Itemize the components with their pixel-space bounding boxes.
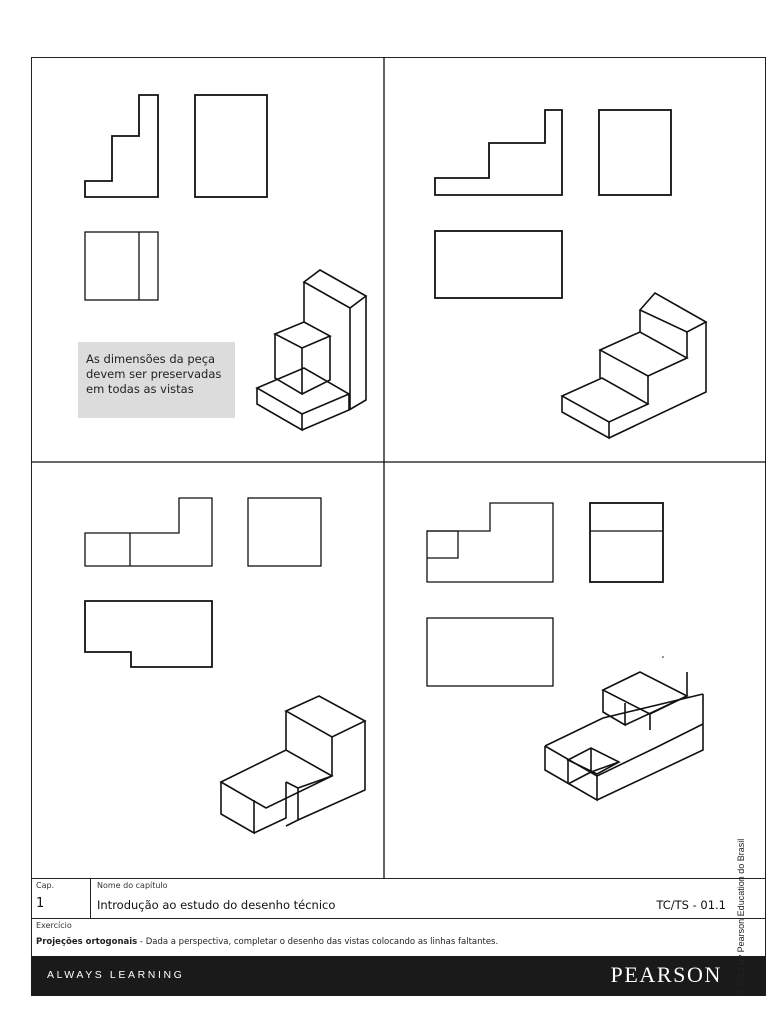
footer-tagline: ALWAYS LEARNING (47, 969, 185, 981)
ex3-side-view (248, 498, 321, 566)
ex4-top-view (427, 618, 553, 686)
ex4-side-view (590, 503, 663, 582)
exercise-4-views (427, 503, 664, 686)
exercise-title: Projeções ortogonais (36, 937, 138, 947)
ex4-front-view-notch (427, 531, 458, 558)
title-block-divider (31, 918, 766, 919)
ex1-side-view (195, 95, 267, 197)
title-block (31, 878, 766, 956)
note-line-1: As dimensões da peça (86, 352, 216, 366)
ex4-front-view (427, 503, 553, 582)
brand-logo: PEARSON (610, 962, 722, 987)
ex1-top-view (85, 232, 158, 300)
footer-bar (31, 956, 766, 996)
ex3-top-view (85, 601, 212, 667)
exercise-description (36, 937, 498, 947)
dimensions-note (78, 342, 235, 418)
copyright-notice: © 2012 by Pearson Education do Brasil (736, 838, 746, 996)
exercise-2-views (435, 110, 671, 298)
ex2-side-view (599, 110, 671, 195)
exercise-3-perspective (221, 696, 365, 833)
sheet-code: TC/TS - 01.1 (656, 898, 726, 912)
ex2-top-view (435, 231, 562, 298)
note-line-2: devem ser preservadas (86, 367, 222, 381)
exercise-1-views (85, 95, 267, 300)
ex2-front-view (435, 110, 562, 195)
exercise-3-views (85, 498, 321, 667)
chapter-name-label: Nome do capítulo (97, 881, 168, 890)
cap-label: Cap. (36, 881, 55, 890)
exercise-4-perspective (545, 672, 703, 800)
chapter-name-value: Introdução ao estudo do desenho técnico (97, 898, 336, 912)
cap-value: 1 (36, 896, 45, 911)
ex1-front-view (85, 95, 158, 197)
exercise-text: - Dada a perspectiva, completar o desenho das vistas colocando as linhas faltantes. (137, 937, 499, 947)
exercise-2-perspective (562, 293, 706, 438)
ex3-front-view (85, 498, 212, 566)
title-block-column-divider (90, 879, 91, 918)
note-line-3: em todas as vistas (86, 382, 194, 396)
exercise-1-perspective (257, 270, 366, 430)
exercise-label: Exercício (36, 921, 72, 930)
ex4-mark-dot (662, 656, 664, 658)
